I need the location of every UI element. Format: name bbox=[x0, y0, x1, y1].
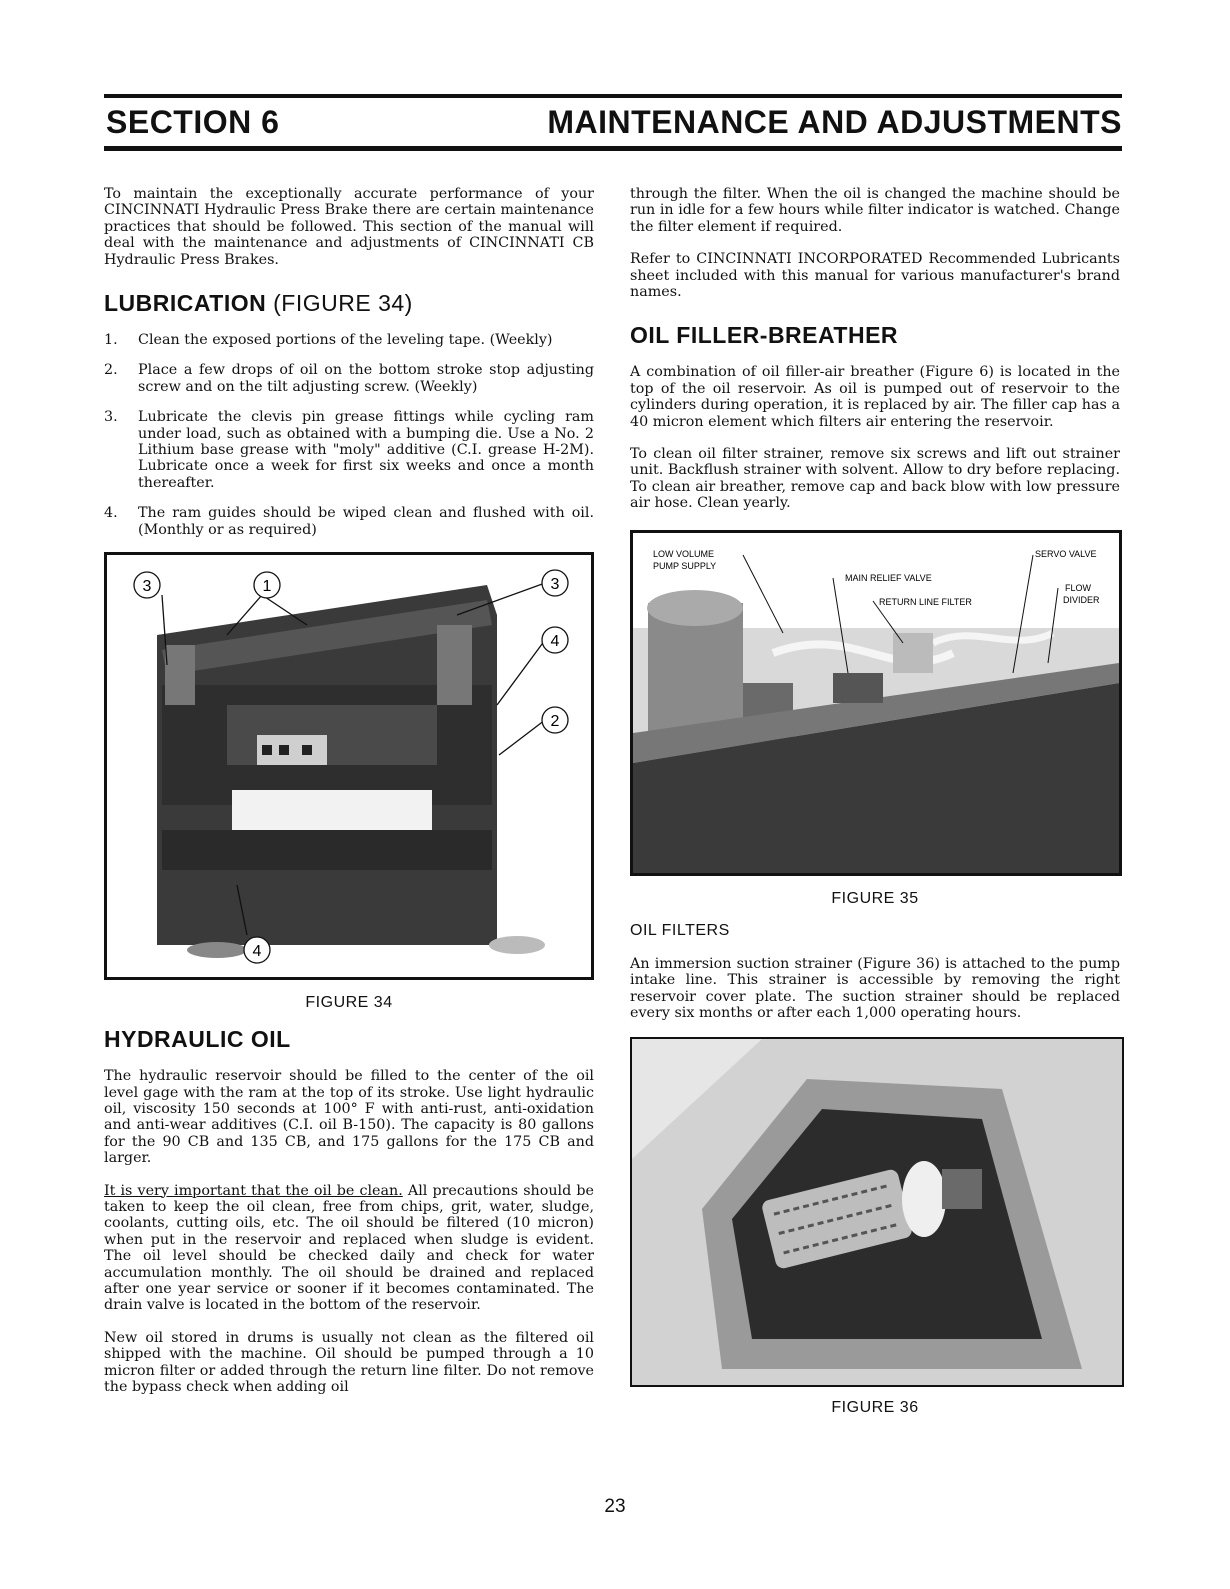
header-top-rule bbox=[104, 94, 1122, 98]
figure-36-frame bbox=[630, 1037, 1124, 1387]
left-column bbox=[104, 186, 594, 1411]
callout-4-bottom bbox=[244, 937, 270, 963]
label-main-relief-valve: MAIN RELIEF VALVE bbox=[845, 572, 932, 583]
step-number: 1. bbox=[104, 332, 118, 349]
callout-label: 4 bbox=[550, 633, 560, 651]
section-number: SECTION 6 bbox=[106, 104, 280, 140]
lubrication-heading bbox=[104, 290, 594, 316]
callout-label: 3 bbox=[550, 576, 560, 594]
label-return-line-filter: RETURN LINE FILTER bbox=[879, 596, 972, 607]
label-flow: FLOW bbox=[1065, 582, 1091, 593]
oil-filters-heading: OIL FILTERS bbox=[630, 921, 730, 939]
intro-paragraph: To maintain the exceptionally accurate performance of your CINCINNATI Hydraulic Press Brake there are certain maintenance practices that should be followed. This section of the manual will deal with the maintenance and adjustments of CINCINNATI CB Hydraulic Press Brakes. bbox=[104, 186, 594, 268]
step-text: Place a few drops of oil on the bottom stroke stop adjusting screw and on the tilt adjusting screw. (Weekly) bbox=[138, 362, 594, 395]
figure-36-caption: FIGURE 36 bbox=[831, 1399, 919, 1417]
lubrication-heading-ref: (FIGURE 34) bbox=[273, 290, 413, 317]
lubrication-steps bbox=[104, 332, 594, 538]
callout-4-top bbox=[542, 627, 568, 653]
label-low-volume: LOW VOLUME bbox=[653, 548, 715, 559]
step-text: Clean the exposed portions of the leveling tape. (Weekly) bbox=[138, 332, 553, 349]
breather-paragraph-1: A combination of oil filler-air breather (Figure 6) is located in the top of the oil reservoir. As oil is pumped out of reservoir to the cylinders during operation, it is replaced by air. The filler cap has a 40 micron element which filters air entering the reservoir. bbox=[630, 364, 1120, 430]
figure-34-press-brake-illustration bbox=[107, 555, 591, 977]
callout-3-left bbox=[134, 572, 160, 598]
callout-3-right bbox=[542, 570, 568, 596]
hydraulic-paragraph-1: The hydraulic reservoir should be filled to the center of the oil level gage with the ram at the top of its stroke. Use light hydraulic oil, viscosity 150 seconds at 100° F with anti-rust, anti-oxidation and anti-wear additives (C.I. oil B-150). The capacity is 80 gallons for the 90 CB and 135 CB, and 175 gallons for the 175 CB and larger. bbox=[104, 1068, 594, 1167]
hydraulic-oil-heading: HYDRAULIC OIL bbox=[104, 1026, 291, 1053]
section-title: MAINTENANCE AND ADJUSTMENTS bbox=[547, 104, 1122, 140]
step-number: 2. bbox=[104, 362, 118, 379]
figure-36-suction-strainer-illustration bbox=[632, 1039, 1122, 1385]
hydraulic-paragraph-2 bbox=[104, 1183, 594, 1314]
list-item bbox=[104, 505, 594, 538]
label-divider: DIVIDER bbox=[1063, 594, 1100, 605]
right-column bbox=[630, 186, 1120, 1431]
breather-paragraph-2: To clean oil filter strainer, remove six screws and lift out strainer unit. Backflush strainer with solvent. Allow to dry before replacing. To clean air breather, remove cap and back blow with low pressure air hose. Clean yearly. bbox=[630, 446, 1120, 512]
figure-35-hydraulic-unit-illustration bbox=[633, 533, 1119, 873]
callout-label: 3 bbox=[142, 578, 152, 596]
callout-label: 4 bbox=[252, 943, 262, 961]
callout-1 bbox=[254, 572, 280, 598]
step-text: Lubricate the clevis pin grease fittings while cycling ram under load, such as obtained with a bumping die. Use a No. 2 Lithium base grease with "moly" additive (C.I. grease H-2M). Lubricate once a week for first six weeks and once a month thereafter. bbox=[138, 409, 594, 491]
hydraulic-paragraph-2-rest: All precautions should be taken to keep the oil clean, free from chips, grit, water, sludge, coolants, cutting oils, etc. The oil should be filtered (10 micron) when put in the reservoir and replaced when sludge is evident. The oil level should be checked daily and check for water accumulation monthly. The oil should be drained and replaced after one year service or sooner if it becomes contaminated. The drain valve is located in the bottom of the reservoir. bbox=[104, 1182, 594, 1314]
step-number: 3. bbox=[104, 409, 118, 426]
figure-35-caption: FIGURE 35 bbox=[831, 889, 919, 907]
header-bottom-rule bbox=[104, 146, 1122, 151]
figure-35-frame bbox=[630, 530, 1122, 876]
oil-filler-breather-heading: OIL FILLER-BREATHER bbox=[630, 322, 899, 349]
callout-label: 2 bbox=[550, 713, 560, 731]
lubrication-heading-text: LUBRICATION bbox=[104, 290, 267, 317]
figure-34-caption: FIGURE 34 bbox=[305, 994, 393, 1012]
callout-label: 1 bbox=[262, 578, 272, 596]
continued-paragraph-1: through the filter. When the oil is changed the machine should be run in idle for a few hours while filter indicator is watched. Change the filter element if required. bbox=[630, 186, 1120, 235]
label-servo-valve: SERVO VALVE bbox=[1035, 548, 1097, 559]
list-item bbox=[104, 332, 594, 348]
list-item bbox=[104, 409, 594, 491]
filters-paragraph: An immersion suction strainer (Figure 36) is attached to the pump intake line. This strainer is accessible by removing the right reservoir cover plate. The suction strainer should be replaced every six months or after each 1,000 operating hours. bbox=[630, 955, 1120, 1021]
callout-2 bbox=[542, 707, 568, 733]
figure-34-frame bbox=[104, 552, 594, 980]
emphasis-clean-oil: It is very important that the oil be clean. bbox=[104, 1182, 403, 1199]
continued-paragraph-2: Refer to CINCINNATI INCORPORATED Recommended Lubricants sheet included with this manual for various manufacturer's brand names. bbox=[630, 251, 1120, 301]
list-item bbox=[104, 362, 594, 395]
label-pump-supply: PUMP SUPPLY bbox=[653, 560, 717, 571]
step-number: 4. bbox=[104, 505, 118, 522]
page-number: 23 bbox=[604, 1496, 626, 1517]
step-text: The ram guides should be wiped clean and flushed with oil. (Monthly or as required) bbox=[138, 505, 594, 538]
hydraulic-paragraph-3: New oil stored in drums is usually not clean as the filtered oil shipped with the machine. Oil should be pumped through a 10 micron filter or added through the return line filter. Do not remove the bypass check when adding oil bbox=[104, 1329, 594, 1395]
